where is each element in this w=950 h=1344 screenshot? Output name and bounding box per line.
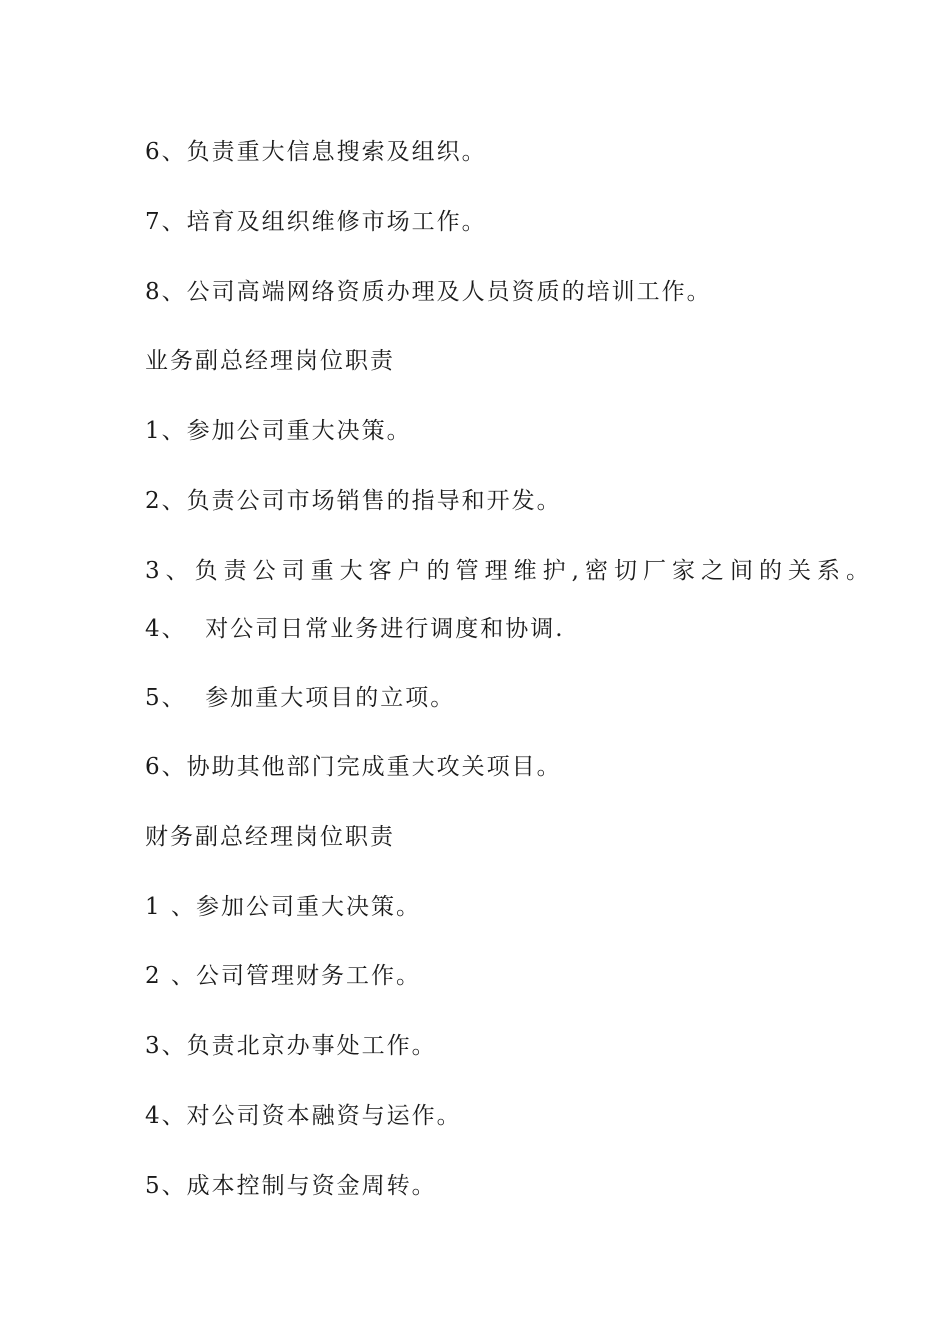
duty-item-6-info-search: 6、负责重大信息搜索及组织。 xyxy=(145,139,487,165)
section-heading-business-vp: 业务副总经理岗位职责 xyxy=(145,348,395,374)
business-item-2: 2、负责公司市场销售的指导和开发。 xyxy=(145,488,562,514)
business-item-3: 3、负责公司重大客户的管理维护,密切厂家之间的关系。 xyxy=(145,558,875,584)
business-item-6: 6、协助其他部门完成重大攻关项目。 xyxy=(145,754,562,780)
section-heading-finance-vp: 财务副总经理岗位职责 xyxy=(145,824,395,850)
finance-item-2: 2 、公司管理财务工作。 xyxy=(145,963,421,989)
duty-item-8-qualification: 8、公司高端网络资质办理及人员资质的培训工作。 xyxy=(145,279,712,305)
finance-item-5: 5、成本控制与资金周转。 xyxy=(145,1173,437,1199)
duty-item-7-repair-market: 7、培育及组织维修市场工作。 xyxy=(145,209,487,235)
finance-item-1: 1 、参加公司重大决策。 xyxy=(145,894,421,920)
finance-item-3: 3、负责北京办事处工作。 xyxy=(145,1033,437,1059)
business-item-1: 1、参加公司重大决策。 xyxy=(145,418,412,444)
finance-item-4: 4、对公司资本融资与运作。 xyxy=(145,1103,462,1129)
business-item-5: 5、 参加重大项目的立项。 xyxy=(145,685,456,711)
business-item-4: 4、 对公司日常业务进行调度和协调. xyxy=(145,616,565,642)
